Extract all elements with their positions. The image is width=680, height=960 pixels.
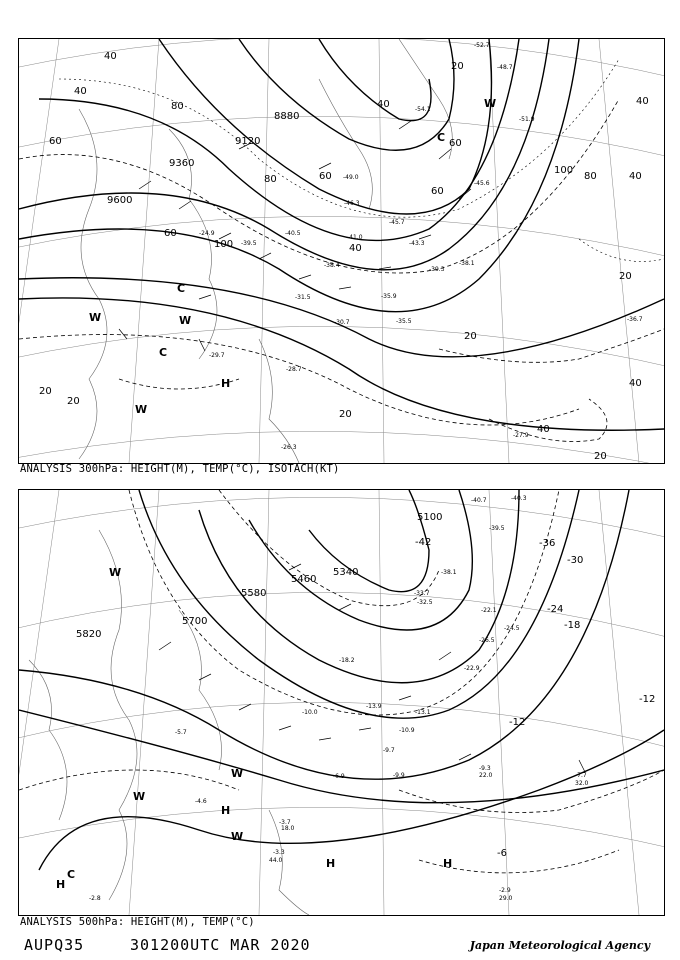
isotach-label: 40: [537, 424, 550, 435]
station-temp: -5.7: [175, 729, 187, 736]
station-temp: -6.9: [333, 773, 345, 780]
map-300hpa: [19, 39, 664, 463]
height-label-9120: 9120: [235, 136, 261, 147]
isotach-label: 60: [319, 171, 332, 182]
warm-center-marker: W: [231, 767, 244, 780]
high-center-marker: H: [443, 857, 453, 870]
station-temp: -39.5: [489, 525, 505, 532]
temp-contour-label: -42: [415, 537, 432, 548]
station-temp: -30.7: [334, 319, 350, 326]
chart-footer: [20, 934, 660, 956]
height-label-5100: 5100: [417, 512, 443, 523]
isotach-label: 60: [449, 138, 462, 149]
coastlines: [79, 39, 452, 463]
isotach-label: 40: [74, 86, 87, 97]
temperature-contours: [19, 99, 664, 442]
height-label-9600: 9600: [107, 195, 133, 206]
temp-contour-label-group: [415, 537, 655, 859]
height-label-5700: 5700: [182, 616, 208, 627]
station-temp: -35.9: [381, 293, 397, 300]
height-label-5340: 5340: [333, 567, 359, 578]
height-label-5820: 5820: [76, 629, 102, 640]
temp-contour-label: -12: [639, 694, 656, 705]
isotach-label: 60: [431, 186, 444, 197]
station-temp: -28.7: [286, 366, 302, 373]
station-temp: -2.8: [89, 895, 101, 902]
station-temp: -46.3: [344, 200, 360, 207]
station-temp: -40.3: [511, 495, 527, 502]
station-temp: -33.7: [414, 590, 430, 597]
station-temp: -52.7: [474, 42, 490, 49]
height-label-9360: 9360: [169, 158, 195, 169]
caption-300hpa: ANALYSIS 300hPa: HEIGHT(M), TEMP(°C), ISOTACH(KT): [20, 463, 340, 475]
cold-center-marker: C: [159, 346, 168, 359]
station-temp: -48.7: [497, 64, 513, 71]
station-temp: -43.3: [409, 240, 425, 247]
chart-panel-300hpa: [18, 38, 665, 464]
pressure-center-group: [56, 566, 452, 891]
station-temp: -9.3: [479, 765, 491, 772]
high-center-marker: H: [221, 377, 231, 390]
height-contours: [19, 490, 664, 870]
station-temp: -13.1: [415, 709, 431, 716]
agency-name: Japan Meteorological Agency: [469, 939, 650, 952]
station-temp: -24.5: [504, 625, 520, 632]
station-temp: 22.0: [479, 772, 493, 779]
station-temp: -32.5: [417, 599, 433, 606]
station-temp: -10.0: [302, 709, 318, 716]
station-temp: -35.5: [396, 318, 412, 325]
isotach-label: 20: [451, 61, 464, 72]
station-temp: -40.5: [285, 230, 301, 237]
isotach-label: 20: [594, 451, 607, 462]
station-temp: -38.1: [441, 569, 457, 576]
warm-center-marker: W: [179, 314, 192, 327]
height-label-group: [107, 111, 299, 206]
isotach-label: 80: [171, 101, 184, 112]
station-temp: -38.1: [459, 260, 475, 267]
temp-contour-label: -12: [509, 717, 526, 728]
station-temp: -26.3: [281, 444, 297, 451]
height-label-5580: 5580: [241, 588, 267, 599]
station-temp: -31.5: [295, 294, 311, 301]
valid-time: 301200UTC MAR 2020: [130, 936, 311, 954]
isotach-label: 40: [104, 51, 117, 62]
station-temp: -9.9: [393, 772, 405, 779]
height-label-group: [76, 512, 442, 640]
height-contours: [19, 39, 664, 430]
station-temp: -36.7: [627, 316, 643, 323]
isotach-contours: [59, 59, 664, 262]
temp-contour-label: -30: [567, 555, 584, 566]
station-temp: -51.9: [519, 116, 535, 123]
map-500hpa: [19, 490, 664, 915]
isotach-label-group: [39, 51, 649, 462]
station-temp: -4.6: [195, 798, 207, 805]
isotach-label: 60: [164, 228, 177, 239]
isotach-label: 100: [554, 165, 574, 176]
isotach-label: 40: [377, 99, 390, 110]
isotach-label: 20: [619, 271, 632, 282]
isotach-label: 80: [264, 174, 277, 185]
temp-contour-label: -6: [497, 848, 507, 859]
latlon-grid: [19, 39, 664, 463]
station-temp: 32.0: [575, 780, 589, 787]
station-temp: -3.3: [273, 849, 285, 856]
product-code: AUPQ35: [24, 936, 85, 954]
warm-center-marker: W: [135, 403, 148, 416]
station-temp: -49.0: [343, 174, 359, 181]
station-temp: -38.4: [324, 262, 340, 269]
chart-panel-500hpa: [18, 489, 665, 916]
warm-center-marker: W: [484, 97, 497, 110]
station-temp: -9.7: [383, 747, 395, 754]
station-temp: -45.6: [474, 180, 490, 187]
high-center-marker: H: [221, 804, 231, 817]
station-temp: 44.0: [269, 857, 283, 864]
station-temp: -40.7: [471, 497, 487, 504]
cold-center-marker: C: [437, 131, 446, 144]
temp-contour-label: -24: [547, 604, 564, 615]
isotach-label: 40: [629, 378, 642, 389]
station-temp-group: [199, 42, 643, 451]
isotach-label: 20: [339, 409, 352, 420]
station-temp: -29.7: [209, 352, 225, 359]
caption-500hpa: ANALYSIS 500hPa: HEIGHT(M), TEMP(°C): [20, 916, 255, 928]
warm-center-marker: W: [89, 311, 102, 324]
isotach-label: 80: [584, 171, 597, 182]
station-temp: -41.0: [347, 234, 363, 241]
isotach-label: 40: [636, 96, 649, 107]
station-temp: -7.7: [575, 772, 587, 779]
warm-center-marker: W: [109, 566, 122, 579]
station-temp: -22.9: [464, 665, 480, 672]
high-center-marker: H: [56, 878, 66, 891]
isotach-label: 60: [49, 136, 62, 147]
isotach-label: 20: [464, 331, 477, 342]
temp-contour-label: -18: [564, 620, 581, 631]
height-label-8880: 8880: [274, 111, 300, 122]
station-temp: -3.7: [279, 819, 291, 826]
isotach-label: 40: [349, 243, 362, 254]
isotach-label: 20: [67, 396, 80, 407]
station-temp: -13.9: [366, 703, 382, 710]
temp-contour-label: -36: [539, 538, 556, 549]
station-temp: -18.2: [339, 657, 355, 664]
station-temp: -45.7: [389, 219, 405, 226]
station-temp: -39.3: [429, 266, 445, 273]
warm-center-marker: W: [133, 790, 146, 803]
station-temp: -2.9: [499, 887, 511, 894]
station-temp: 18.0: [281, 825, 295, 832]
height-label-5460: 5460: [291, 574, 317, 585]
high-center-marker: H: [326, 857, 336, 870]
cold-center-marker: C: [67, 868, 76, 881]
station-temp: -39.5: [241, 240, 257, 247]
station-temp: -24.9: [199, 230, 215, 237]
temperature-contours: [19, 490, 664, 873]
station-temp: -22.1: [481, 607, 497, 614]
wind-barbs: [159, 564, 585, 772]
station-temp: -54.1: [415, 106, 431, 113]
station-temp: 29.0: [499, 895, 513, 902]
isotach-label: 40: [629, 171, 642, 182]
latlon-grid: [19, 490, 664, 915]
station-temp: -26.5: [479, 637, 495, 644]
station-temp: -27.9: [513, 432, 529, 439]
warm-center-marker: W: [231, 830, 244, 843]
station-temp: -10.9: [399, 727, 415, 734]
isotach-label: 20: [39, 386, 52, 397]
isotach-label: 100: [214, 239, 234, 250]
cold-center-marker: C: [177, 282, 186, 295]
